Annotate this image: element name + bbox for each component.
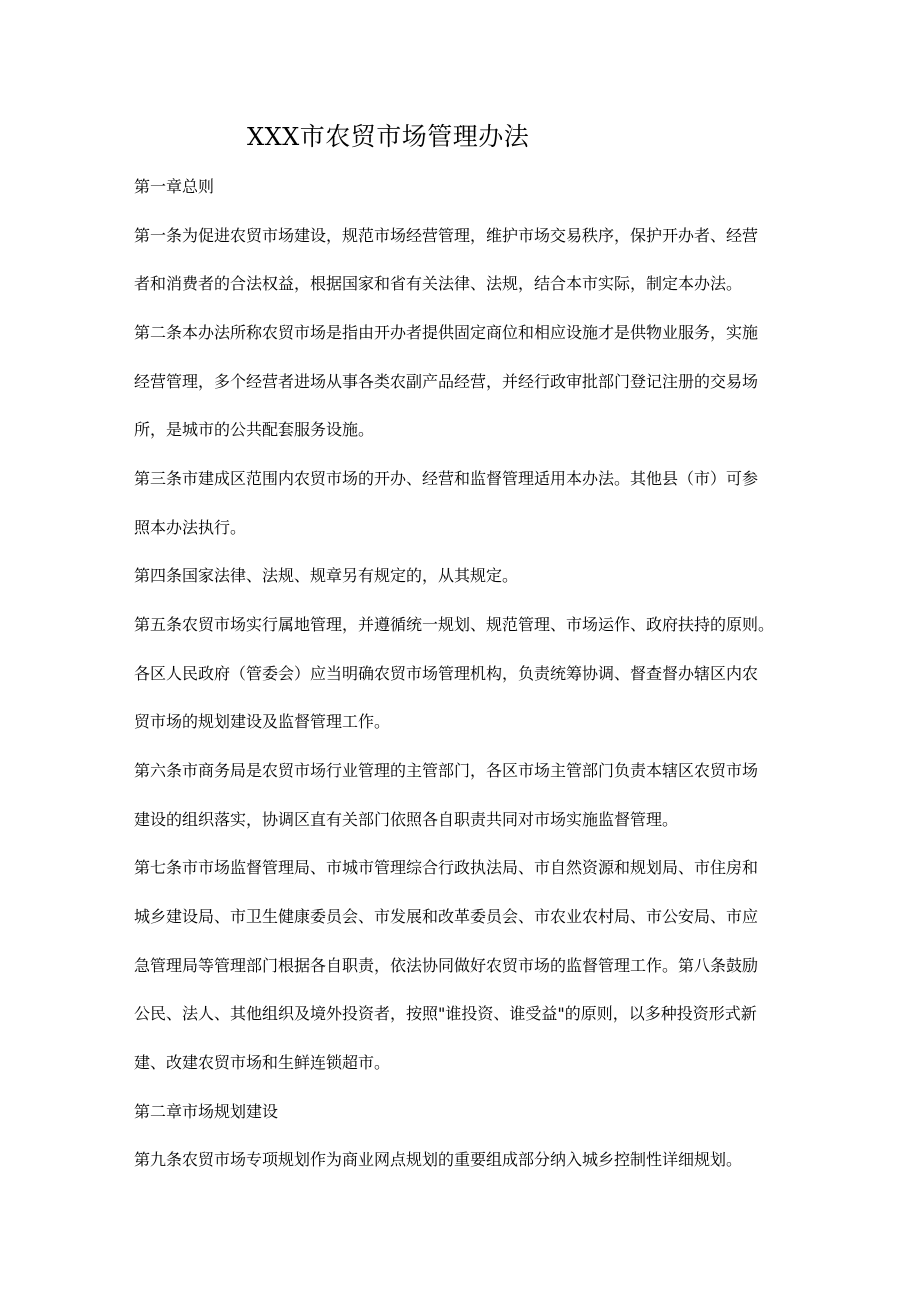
- paragraph-line: 第七条市市场监督管理局、市城市管理综合行政执法局、市自然资源和规划局、市住房和: [134, 858, 759, 877]
- paragraph-line: 第四条国家法律、法规、规章另有规定的，从其规定。: [134, 566, 519, 585]
- document-title: [247, 120, 529, 154]
- title-main: 市农贸市场管理办法: [299, 122, 530, 151]
- paragraph-line: 建、改建农贸市场和生鲜连锁超市。: [134, 1053, 391, 1072]
- paragraph-line: 第九条农贸市场专项规划作为商业网点规划的重要组成部分纳入城乡控制性详细规划。: [134, 1150, 743, 1169]
- chapter-1-heading: 第一章总则: [134, 177, 215, 196]
- paragraph-line: 贸市场的规划建设及监督管理工作。: [134, 712, 391, 731]
- paragraph-line: 公民、法人、其他组织及境外投资者，按照"谁投资、谁受益"的原则，以多种投资形式新: [134, 1004, 757, 1023]
- paragraph-line: 所，是城市的公共配套服务设施。: [134, 420, 375, 439]
- paragraph-line: 第一条为促进农贸市场建设，规范市场经营管理，维护市场交易秩序，保护开办者、经营: [134, 226, 759, 245]
- chapter-2-heading: 第二章市场规划建设: [134, 1102, 279, 1121]
- paragraph-line: 第二条本办法所称农贸市场是指由开办者提供固定商位和相应设施才是供物业服务，实施: [134, 323, 759, 342]
- paragraph-line: 照本办法执行。: [134, 518, 247, 537]
- paragraph-line: 建设的组织落实，协调区直有关部门依照各自职责共同对市场实施监督管理。: [134, 810, 679, 829]
- paragraph-line: 城乡建设局、市卫生健康委员会、市发展和改革委员会、市农业农村局、市公安局、市应: [134, 907, 759, 926]
- paragraph-line: 急管理局等管理部门根据各自职责，依法协同做好农贸市场的监督管理工作。第八条鼓励: [134, 956, 759, 975]
- paragraph-line: 者和消费者的合法权益，根据国家和省有关法律、法规，结合本市实际，制定本办法。: [134, 274, 743, 293]
- title-prefix: XXX: [247, 123, 300, 151]
- paragraph-line: 第六条市商务局是农贸市场行业管理的主管部门，各区市场主管部门负责本辖区农贸市场: [134, 761, 759, 780]
- paragraph-line: 经营管理，多个经营者进场从事各类农副产品经营，并经行政审批部门登记注册的交易场: [134, 372, 759, 391]
- paragraph-line: 各区人民政府（管委会）应当明确农贸市场管理机构，负责统筹协调、督查督办辖区内农: [134, 664, 759, 683]
- paragraph-line: 第五条农贸市场实行属地管理，并遵循统一规划、规范管理、市场运作、政府扶持的原则。: [134, 615, 775, 634]
- paragraph-line: 第三条市建成区范围内农贸市场的开办、经营和监督管理适用本办法。其他县（市）可参: [134, 469, 759, 488]
